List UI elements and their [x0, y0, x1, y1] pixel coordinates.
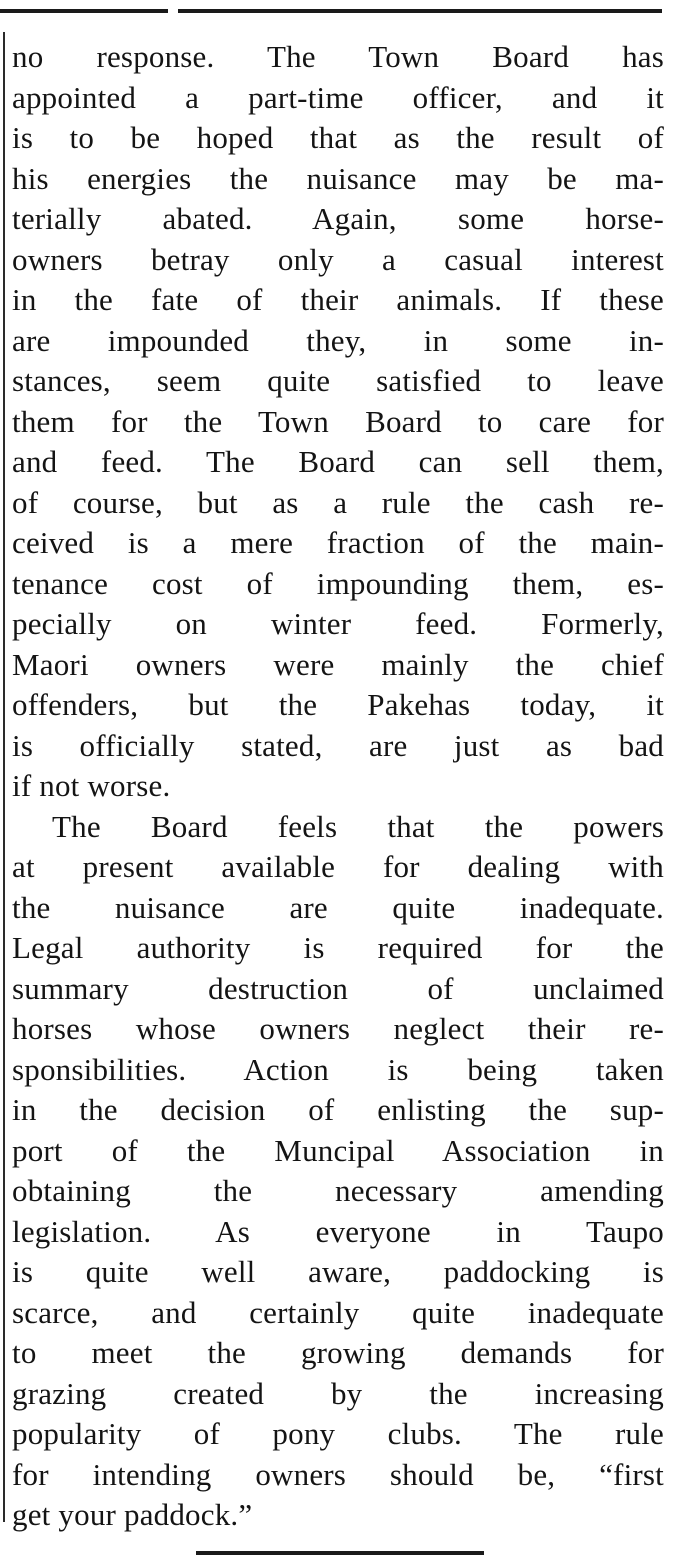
text-line: offenders, but the Pakehas today, it — [12, 687, 664, 722]
text-line: them for the Town Board to care for — [12, 403, 664, 439]
column-rule — [3, 32, 5, 1522]
text-line: is quite well aware, paddocking is — [12, 1254, 664, 1289]
text-line-indented: The Board feels that the powers — [52, 808, 664, 844]
text-line: obtaining the necessary amending — [12, 1173, 664, 1208]
paragraph-1 — [12, 37, 664, 807]
text-line: summary destruction of unclaimed — [12, 970, 664, 1006]
bottom-rule — [196, 1551, 484, 1555]
text-line-last: get your paddock.” — [12, 1497, 253, 1532]
text-line: at present available for dealing with — [12, 849, 664, 884]
top-rule-left — [0, 9, 168, 13]
text-line: the nuisance are quite inadequate. — [12, 889, 664, 925]
text-line: owners betray only a casual interest — [12, 241, 664, 277]
text-line: in the fate of their animals. If these — [12, 282, 664, 317]
text-line-last: if not worse. — [12, 768, 171, 803]
text-line: is to be hoped that as the result of — [12, 120, 664, 155]
text-line: legislation. As everyone in Taupo — [12, 1213, 664, 1249]
text-line: stances, seem quite satisfied to leave — [12, 363, 664, 398]
text-line: ceived is a mere fraction of the main- — [12, 525, 664, 560]
article-body — [12, 37, 664, 1536]
text-line: for intending owners should be, “first — [12, 1456, 664, 1492]
text-line: no response. The Town Board has — [12, 39, 664, 74]
text-line: of course, but as a rule the cash re- — [12, 484, 664, 520]
text-line: horses whose owners neglect their re- — [12, 1011, 664, 1046]
text-line: scarce, and certainly quite inadequate — [12, 1294, 664, 1330]
text-line: Legal authority is required for the — [12, 930, 664, 965]
text-line: tenance cost of impounding them, es- — [12, 565, 664, 601]
text-line: his energies the nuisance may be ma- — [12, 160, 664, 196]
text-line: is officially stated, are just as bad — [12, 727, 664, 763]
text-line: and feed. The Board can sell them, — [12, 444, 664, 479]
text-line: port of the Muncipal Association in — [12, 1132, 664, 1168]
text-line: sponsibilities. Action is being taken — [12, 1051, 664, 1087]
text-line: to meet the growing demands for — [12, 1335, 664, 1370]
text-line: popularity of pony clubs. The rule — [12, 1416, 664, 1451]
text-line: grazing created by the increasing — [12, 1375, 664, 1411]
top-rule-right — [178, 9, 662, 13]
text-line: pecially on winter feed. Formerly, — [12, 606, 664, 641]
text-line: terially abated. Again, some horse- — [12, 201, 664, 236]
text-line: are impounded they, in some in- — [12, 322, 664, 358]
text-line: in the decision of enlisting the sup- — [12, 1092, 664, 1127]
text-line: Maori owners were mainly the chief — [12, 646, 664, 682]
text-line: appointed a part-time officer, and it — [12, 79, 664, 115]
paragraph-2 — [12, 807, 664, 1536]
